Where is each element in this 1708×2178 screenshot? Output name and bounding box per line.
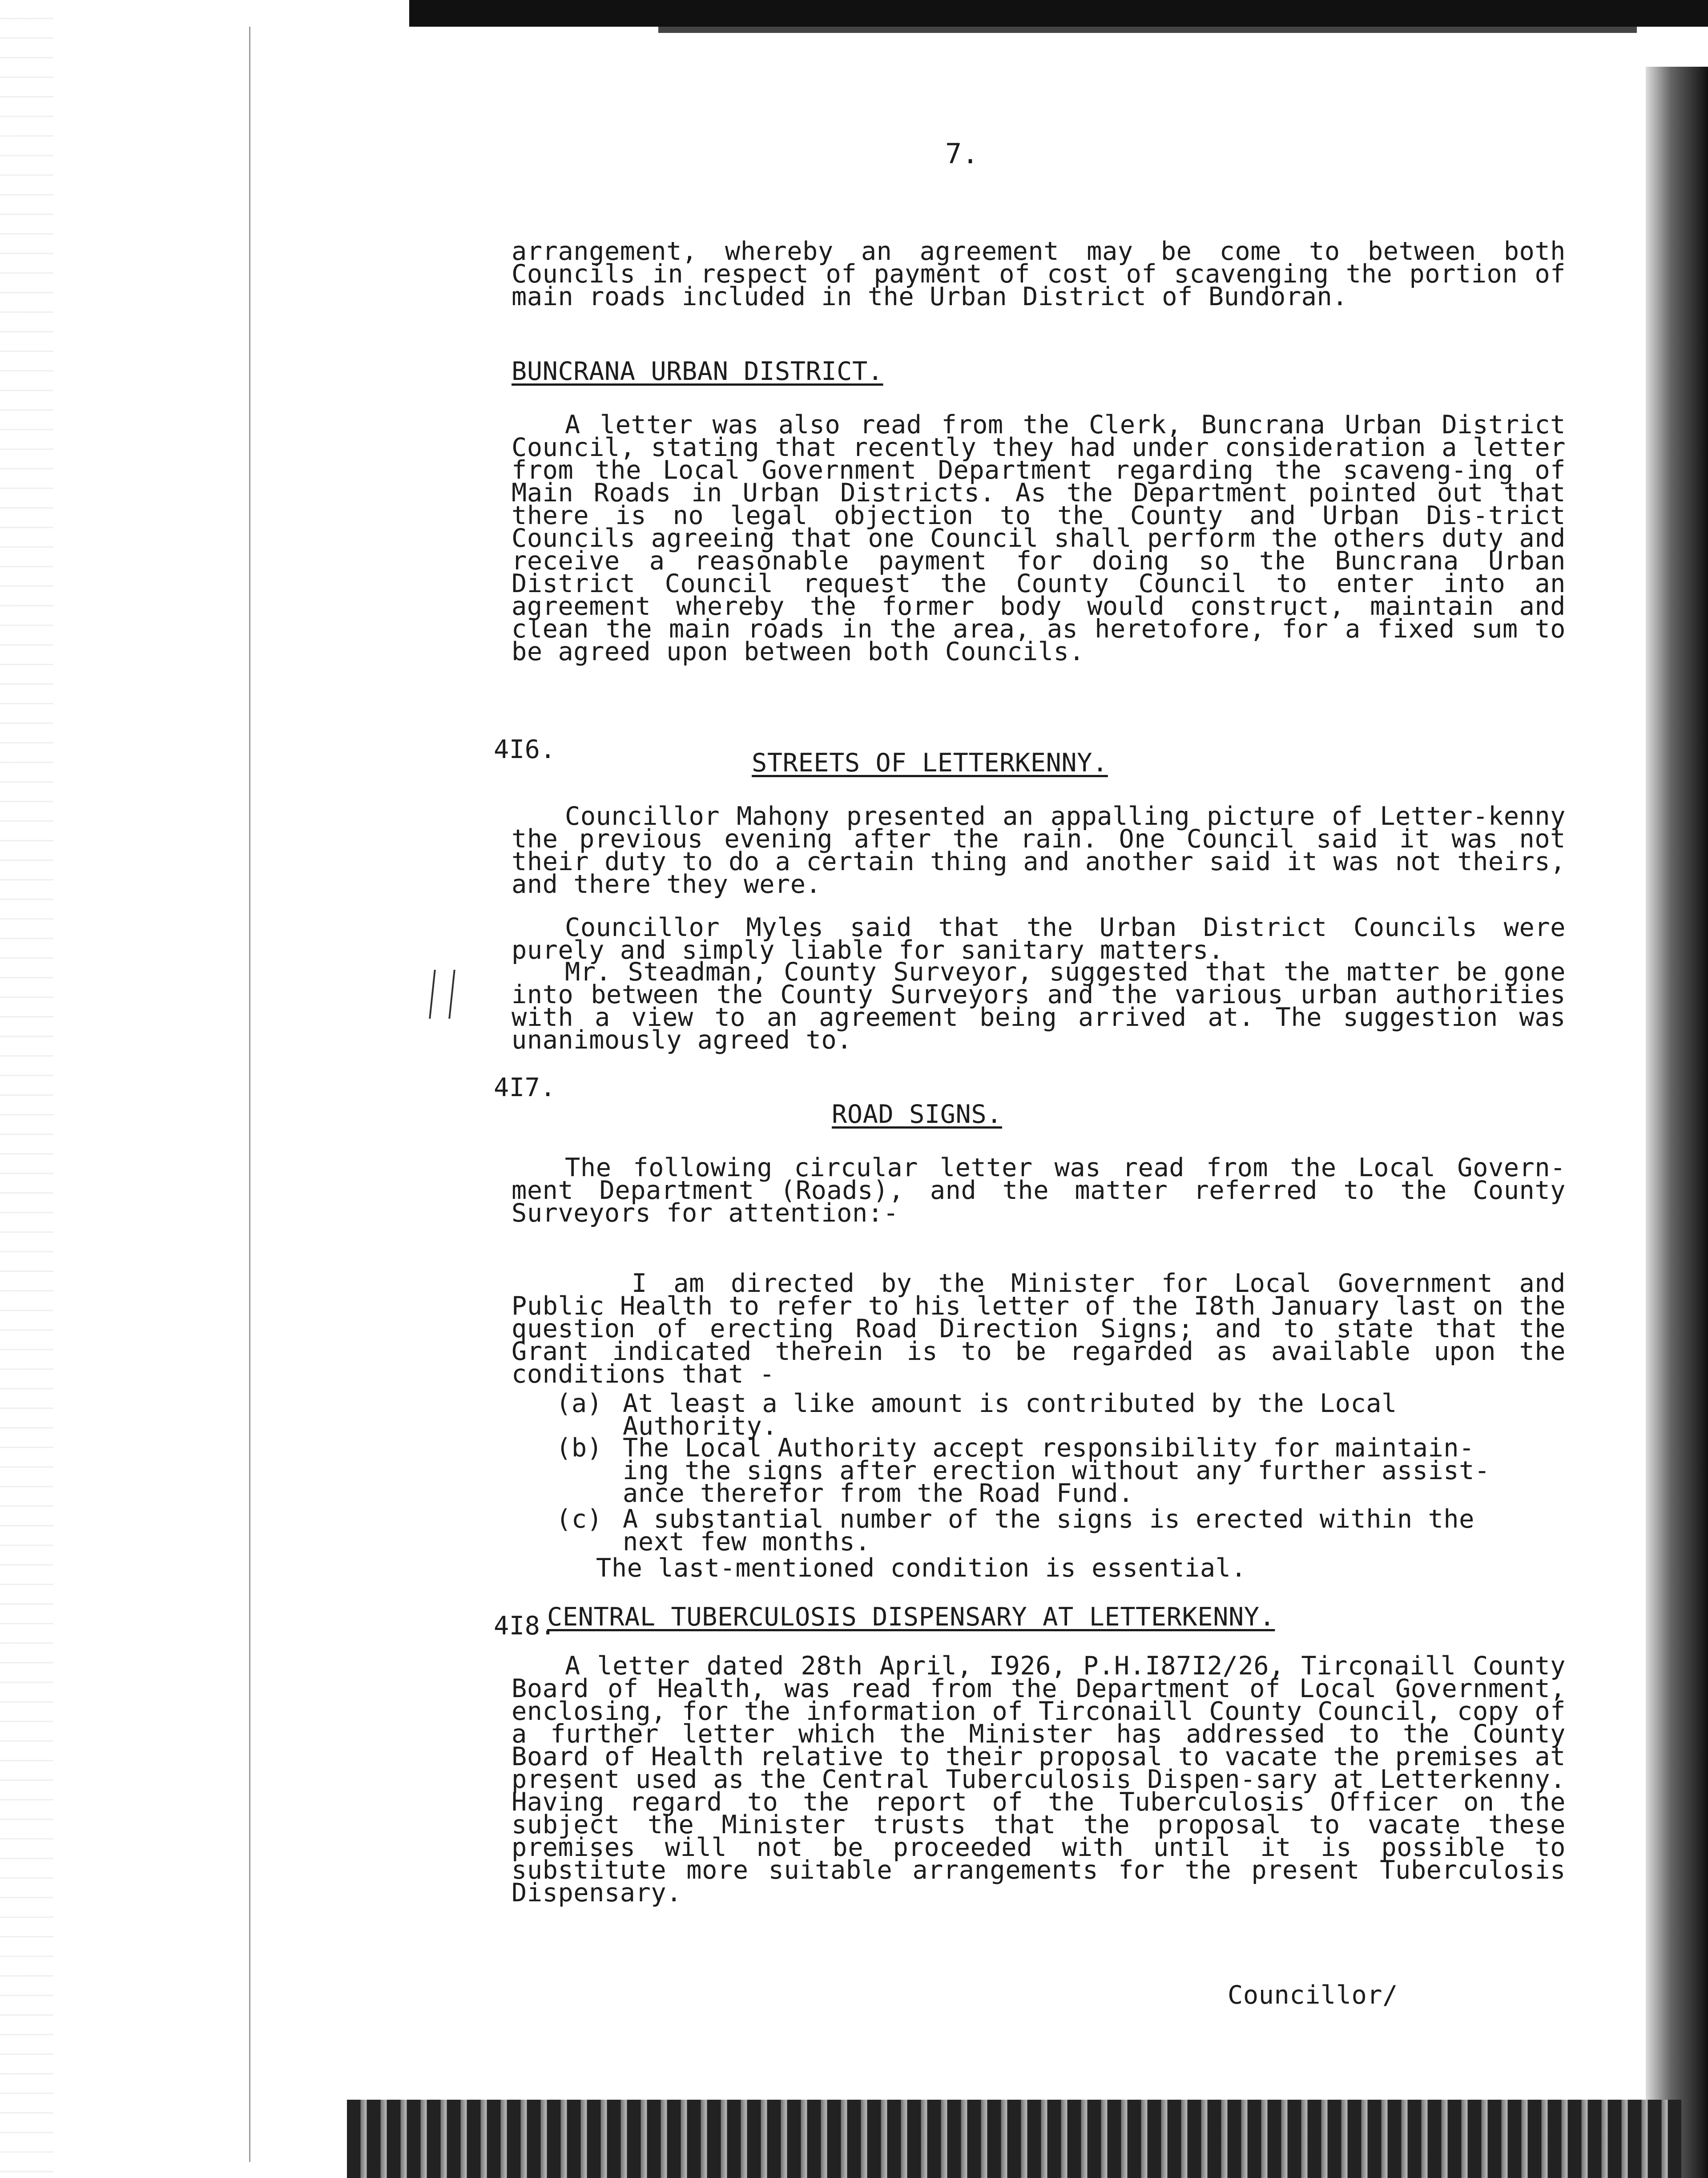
condition-a-text: At least a like amount is contributed by the Local Authority. xyxy=(623,1389,1397,1441)
item-418-paragraph: A letter dated 28th April, I926, P.H.I87I2/26, Tirconaill County Board of Health, was read from the Department of Local Government, enclosing, for the information of Tirconaill County Council, copy of a further letter which the Minister has addressed to the County Board of Health relative to their proposal to vacate the premises at present used as the Central Tuberculosis Dispen-sary at Letterkenny. Having regard to the report of the Tuberculosis Officer on the subject the Minister trusts that the proposal to vacate these premises will not be proceeded with until it is possible to substitute more suitable arrangements for the present Tuberculosis Dispensary. xyxy=(512,1651,1566,1908)
scan-bottom-edge xyxy=(347,2100,1681,2178)
item-417-paragraph-1: The following circular letter was read from the Local Govern-ment Department (Roads), and the matter referred to the County Surveyors for attention:- xyxy=(512,1153,1566,1228)
page-number: 7. xyxy=(945,137,979,170)
heading-streets-of-letterkenny: STREETS OF LETTERKENNY. xyxy=(752,748,1108,778)
scan-right-edge xyxy=(1646,67,1708,2178)
item-416-paragraph-2: Councillor Myles said that the Urban District Councils were purely and simply liable for sanitary matters. xyxy=(512,913,1566,965)
heading-road-signs: ROAD SIGNS. xyxy=(832,1100,1002,1129)
condition-a-label: (a) xyxy=(556,1389,603,1418)
scan-top-shadow xyxy=(658,27,1637,33)
buncrana-paragraph: A letter was also read from the Clerk, Buncrana Urban District Council, stating that recently they had under consideration a letter from the Local Government Department regarding the scaveng-ing of Main Roads in Urban Districts. As the Department pointed out that there is no legal objection to the County and Urban Dis-trict Councils agreeing that one Council shall perform the others duty and receive a reasonable payment for doing so the Buncrana Urban District Council request the County Council to enter into an agreement whereby the former body would construct, maintain and clean the main roads in the area, as heretofore, for a fixed sum to be agreed upon between both Councils. xyxy=(512,410,1566,666)
scan-top-bar xyxy=(409,0,1708,27)
item-416-paragraph-3: Mr. Steadman, County Surveyor, suggested that the matter be gone into between the County Surveyors and the various urban authorities with a view to an agreement being arrived at. The suggestion was unanimously agreed to. xyxy=(512,957,1566,1055)
intro-paragraph: arrangement, whereby an agreement may be come to between both Councils in respect of payment of cost of scavenging the portion of main roads included in the Urban District of Bundoran. xyxy=(512,237,1566,311)
item-416-paragraph-1: Councillor Mahony presented an appalling picture of Letter-kenny the previous evening after the rain. One Council said it was not their duty to do a certain thing and another said it was not theirs, and there they were. xyxy=(512,802,1566,899)
heading-central-tuberculosis-dispensary: CENTRAL TUBERCULOSIS DISPENSARY AT LETTERKENNY. xyxy=(547,1602,1275,1632)
scan-fold-line xyxy=(249,27,250,2162)
item-number-418: 4I8. xyxy=(494,1611,556,1641)
item-number-416: 4I6. xyxy=(494,735,556,764)
item-number-417: 4I7. xyxy=(494,1073,556,1102)
heading-buncrana: BUNCRANA URBAN DISTRICT. xyxy=(512,357,883,386)
catchword: Councillor/ xyxy=(1228,1980,1398,2010)
condition-b xyxy=(556,1433,1503,1508)
condition-closing-note: The last-mentioned condition is essential. xyxy=(596,1553,1247,1583)
document-page xyxy=(445,133,1566,2046)
condition-b-label: (b) xyxy=(556,1433,603,1463)
scan-left-edge xyxy=(0,0,53,2178)
condition-a xyxy=(556,1389,1503,1441)
condition-c xyxy=(556,1504,1503,1557)
condition-c-label: (c) xyxy=(556,1504,603,1534)
condition-b-text: The Local Authority accept responsibility for maintain-ing the signs after erection without any further assist-ance therefor from the Road Fund. xyxy=(623,1433,1490,1508)
circular-letter-quote: I am directed by the Minister for Local Government and Public Health to refer to his letter of the I8th January last on the question of erecting Road Direction Signs; and to state that the Grant indicated therein is to be regarded as available upon the conditions that - xyxy=(512,1269,1566,1389)
condition-c-text: A substantial number of the signs is erected within the next few months. xyxy=(623,1504,1474,1557)
